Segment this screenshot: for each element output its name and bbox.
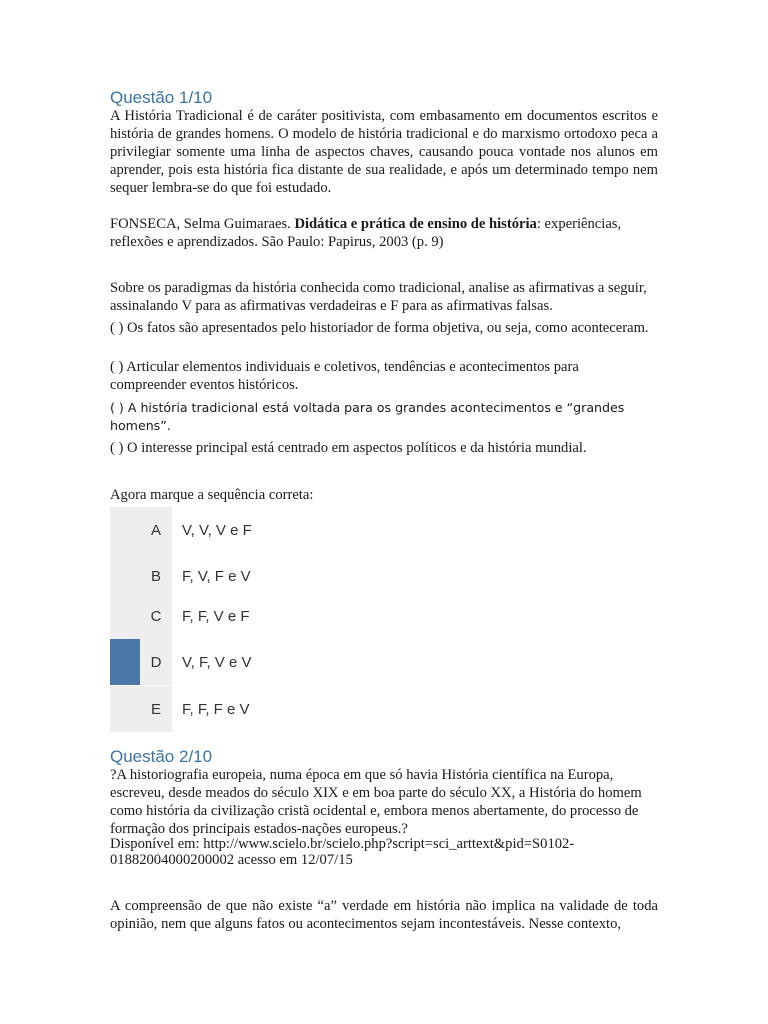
option-d-letter-box[interactable] [110, 639, 172, 685]
option-d-letter: D [150, 653, 162, 671]
question-1-instruction: Sobre os paradigmas da história conhecida como tradicional, analise as afirmativas a seguir, assinalando V para as afirmativas verdadeiras e F para as afirmativas falsas. [110, 280, 647, 314]
option-c[interactable] [110, 593, 420, 639]
statement-2: ( ) Articular elementos individuais e coletivos, tendências e acontecimentos para compreender eventos históricos. [110, 359, 579, 393]
option-e[interactable] [110, 686, 420, 732]
question-2-source-line-2: 01882004000200002 acesso em 12/07/15 [110, 852, 353, 868]
citation-author: FONSECA, Selma Guimaraes. [110, 216, 295, 232]
option-a-text: V, V, V e F [182, 521, 252, 539]
option-a-letter: A [150, 521, 161, 539]
citation [110, 215, 658, 251]
statement-4: ( ) O interesse principal está centrado em aspectos políticos e da história mundial. [110, 440, 587, 456]
option-d[interactable] [110, 639, 420, 685]
option-d-text: V, F, V e V [182, 653, 252, 671]
statement-1: ( ) Os fatos são apresentados pelo historiador de forma objetiva, ou seja, como aconteceram. [110, 320, 649, 336]
option-e-letter: E [150, 700, 161, 718]
question-2-title: Questão 2/10 [110, 747, 213, 766]
question-2-quote: ?A historiografia europeia, numa época em que só havia História científica na Europa, escreveu, desde meados do século XIX e em boa parte do século XX, a História do homem como história da civilização cristã ocidental e, embora menos abertamente, do processo de formação dos principais estados-nações europeus.? [110, 767, 642, 837]
citation-book-title: Didática e prática de ensino de história [294, 216, 537, 232]
option-e-text: F, F, F e V [182, 700, 250, 718]
option-c-letter-box[interactable] [110, 593, 172, 639]
question-1-title: Questão 1/10 [110, 88, 213, 107]
citation-details: : experiências, reflexões e aprendizados. São Paulo: Papirus, 2003 (p. 9) [110, 216, 622, 250]
option-a-letter-box[interactable] [110, 507, 172, 553]
option-c-text: F, F, V e F [182, 607, 250, 625]
question-2-continuation: A compreensão de que não existe “a” verdade em história não implica na validade de toda opinião, nem que alguns fatos ou acontecimentos sejam incontestáveis. Nesse contexto, [110, 898, 658, 932]
option-a[interactable] [110, 507, 420, 553]
option-e-letter-box[interactable] [110, 686, 172, 732]
question-1-text: A História Tradicional é de caráter positivista, com embasamento em documentos escritos e história de grandes homens. O modelo de história tradicional e do marxismo ortodoxo peca a privilegiar somente uma linha de aspectos chaves, causando pouca vontade nos alunos em aprender, pois esta história fica distante de sua realidade, e após um determinado tempo nem sequer lembra-se do que foi estudado. [110, 108, 658, 196]
question-2-source-line-1: Disponível em: http://www.scielo.br/scielo.php?script=sci_arttext&pid=S0102- [110, 836, 575, 852]
option-b-letter: B [150, 567, 161, 585]
option-c-letter: C [150, 607, 162, 625]
option-b-text: F, V, F e V [182, 567, 251, 585]
answer-prompt: Agora marque a sequência correta: [110, 487, 314, 503]
statement-3: ( ) A história tradicional está voltada para os grandes acontecimentos e “grandes homens”. [110, 400, 625, 433]
